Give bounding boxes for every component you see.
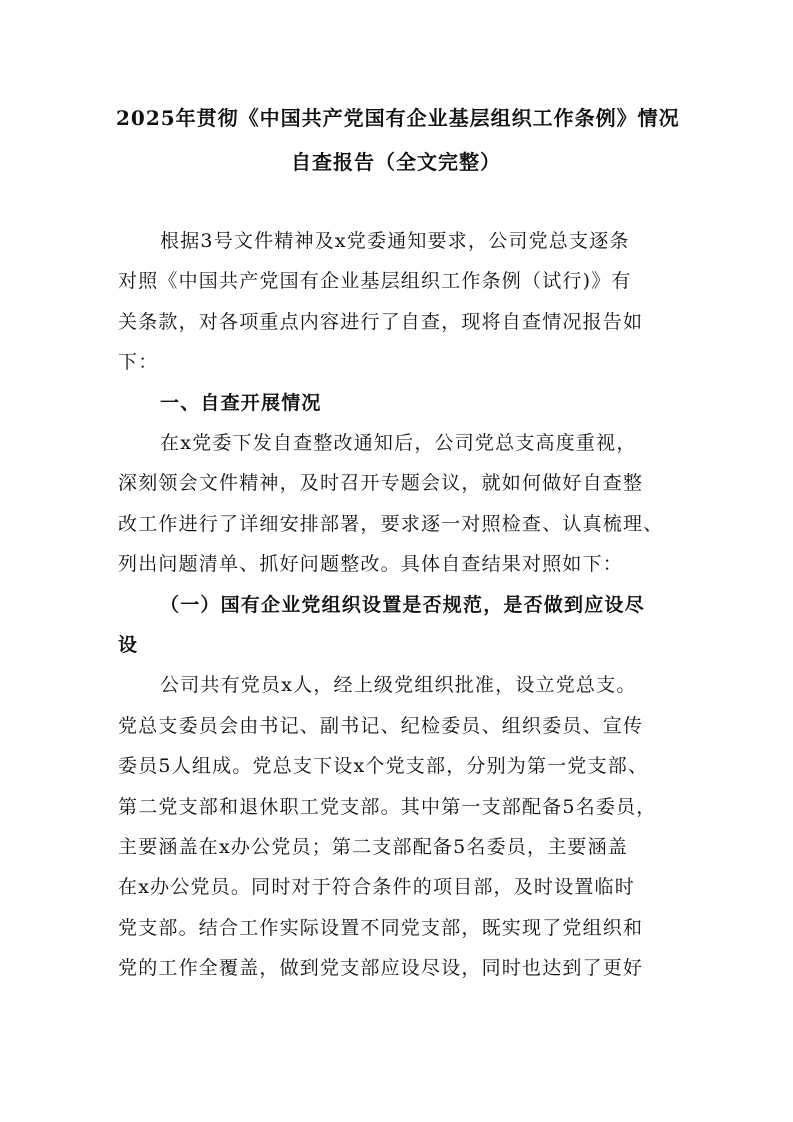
- paragraph-line: 深刻领会文件精神，及时召开专题会议，就如何做好自查整: [118, 472, 644, 495]
- paragraph-line: 在x办公党员。同时对于符合条件的项目部，及时设置临时: [118, 876, 635, 899]
- paragraph-line: 下：: [118, 351, 159, 374]
- paragraph-line: 列出问题清单、抓好问题整改。具体自查结果对照如下：: [118, 553, 624, 576]
- section-heading-line: 设: [118, 634, 139, 656]
- paragraph-line: 委员5人组成。党总支下设x个党支部，分别为第一党支部、: [118, 755, 649, 778]
- paragraph-line: 党总支委员会由书记、副书记、纪检委员、组织委员、宣传: [118, 714, 644, 737]
- paragraph-line: 第二党支部和退休职工党支部。其中第一支部配备5名委员，: [118, 795, 657, 818]
- document-title-line-2: 自查报告（全文完整）: [291, 150, 501, 174]
- section-heading-line: 一、自查开展情况: [160, 391, 322, 414]
- paragraph-line: 对照《中国共产党国有企业基层组织工作条例（试行)》有: [118, 270, 632, 293]
- paragraph-line: 改工作进行了详细安排部署，要求逐一对照检查、认真梳理、: [118, 512, 664, 535]
- paragraph-line: 根据3号文件精神及x党委通知要求，公司党总支逐条: [160, 230, 630, 252]
- paragraph-line: 党支部。结合工作实际设置不同党支部，既实现了党组织和: [118, 916, 644, 939]
- paragraph-line: 关条款，对各项重点内容进行了自查，现将自查情况报告如: [118, 310, 644, 333]
- section-heading-line: （一）国有企业党组织设置是否规范，是否做到应设尽: [160, 593, 645, 616]
- paragraph-line: 党的工作全覆盖，做到党支部应设尽设，同时也达到了更好: [118, 957, 644, 980]
- paragraph-line: 主要涵盖在x办公党员；第二支部配备5名委员，主要涵盖: [118, 836, 629, 858]
- paragraph-line: 公司共有党员x人，经上级党组织批准，设立党总支。: [160, 674, 637, 697]
- paragraph-line: 在x党委下发自查整改通知后，公司党总支高度重视，: [160, 432, 637, 454]
- document-title-line-1: 2025年贯彻《中国共产党国有企业基层组织工作条例》情况: [116, 106, 680, 130]
